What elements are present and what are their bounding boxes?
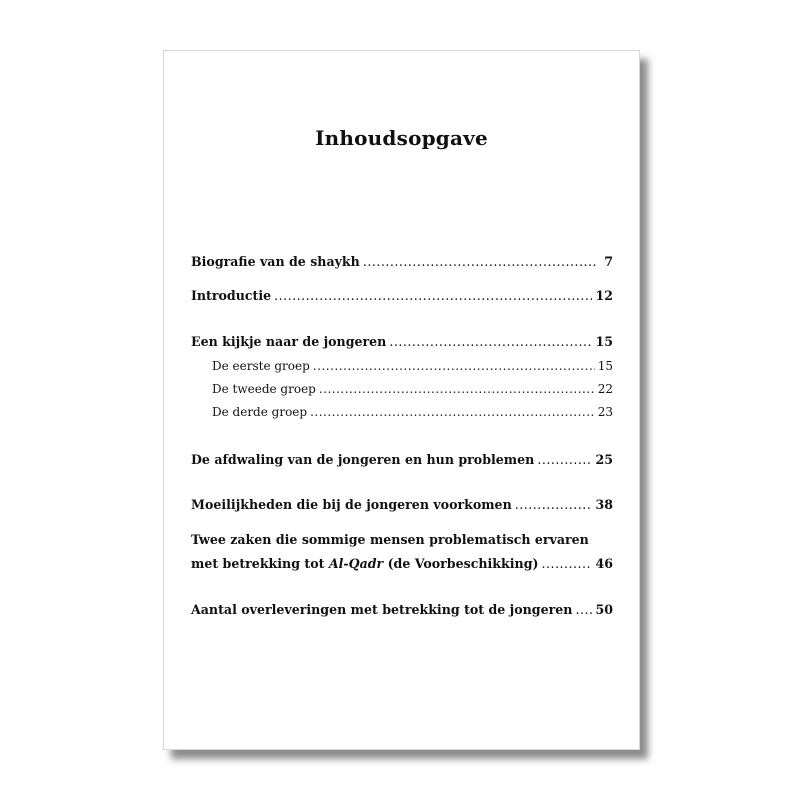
toc-leader-dots [274,288,592,304]
toc-leader-dots [319,381,595,397]
toc-entry-page: 25 [595,452,613,467]
toc-entry-label: Moeilijkheden die bij de jongeren voorkomen [191,497,512,512]
toc-entry-overleveringen [191,602,613,618]
toc-entry-page: 22 [597,382,613,396]
toc-entry-page: 12 [595,288,613,303]
toc-entry-page: 50 [595,602,613,617]
toc-entry-page: 23 [597,405,613,419]
toc-leader-dots [515,497,593,513]
toc-subentry-tweede-groep [212,381,613,397]
toc-subentry-derde-groep [212,404,613,420]
toc-entry-page: 38 [595,497,613,512]
toc-entry-label: De eerste groep [212,359,310,373]
toc-entry-label [191,556,538,572]
toc-leader-dots [389,334,592,350]
toc-leader-dots [575,602,592,618]
toc-entry-label: De derde groep [212,405,308,419]
toc-entry-twee-zaken-line1: Twee zaken die sommige mensen problematisch ervaren [191,532,589,547]
toc-entry-label: Een kijkje naar de jongeren [191,334,387,349]
toc-entry-introductie [191,288,613,304]
toc-entry-label: Introductie [191,288,272,303]
toc-entry-twee-zaken-line2 [191,556,613,572]
toc-label-italic-term: Al-Qadr [328,556,384,571]
toc-entry-page: 46 [595,556,613,571]
toc-entry-page: 15 [597,359,613,373]
toc-entry-label: Biografie van de shaykh [191,254,360,269]
toc-entry-biografie [191,254,613,270]
toc-label-suffix: (de Voorbeschikking) [383,556,539,571]
toc-entry-afdwaling [191,452,613,468]
toc-leader-dots [541,556,592,572]
toc-entry-kijkje [191,334,613,350]
toc-leader-dots [537,452,592,468]
toc-entry-label: De afdwaling van de jongeren en hun problemen [191,452,535,467]
toc-entry-page: 15 [595,334,613,349]
toc-leader-dots [363,254,596,270]
toc-leader-dots [310,404,595,420]
toc-label-prefix: met betrekking tot [191,556,329,571]
toc-entry-label: Aantal overleveringen met betrekking tot de jongeren [191,602,573,617]
toc-leader-dots [313,358,595,374]
toc-entry-label: De tweede groep [212,382,316,396]
book-page [163,50,640,750]
toc-entry-page: 7 [604,254,613,269]
toc-subentry-eerste-groep [212,358,613,374]
page-title: Inhoudsopgave [315,126,488,150]
toc-entry-moeilijkheden [191,497,613,513]
